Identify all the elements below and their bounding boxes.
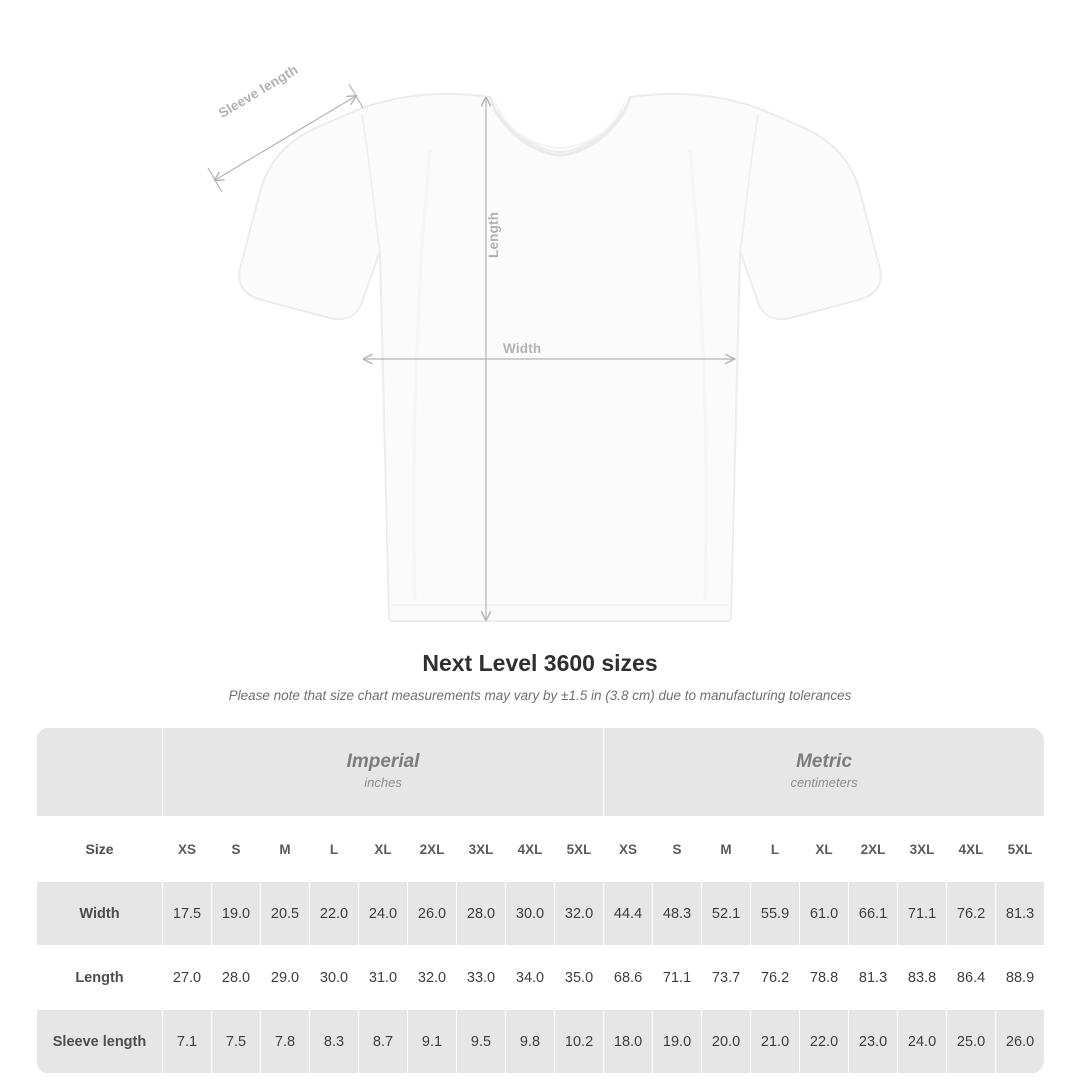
table-row [37, 946, 1045, 1010]
cell-width-imperial-2xl: 26.0 [408, 882, 457, 946]
column-header-imperial-4xl: 4XL [506, 817, 555, 882]
unit-imperial-name: Imperial [346, 750, 420, 772]
size-chart-table-wrapper [36, 727, 1044, 1074]
page-title: Next Level 3600 sizes [422, 650, 658, 676]
column-header-imperial-s: S [212, 817, 261, 882]
cell-width-metric-5xl: 81.3 [996, 882, 1044, 946]
cell-sleeve-metric-xl: 22.0 [800, 1010, 849, 1074]
cell-width-metric-m: 52.1 [702, 882, 751, 946]
column-header-metric-4xl: 4XL [947, 817, 996, 882]
cell-width-imperial-xs: 17.5 [163, 882, 212, 946]
cell-sleeve-imperial-2xl: 9.1 [408, 1010, 457, 1074]
column-header-imperial-xs: XS [163, 817, 212, 882]
tshirt-shape [239, 94, 881, 621]
column-header-imperial-5xl: 5XL [555, 817, 604, 882]
cell-sleeve-metric-xs: 18.0 [604, 1010, 653, 1074]
unit-metric-sub: centimeters [790, 775, 858, 791]
cell-length-metric-xl: 78.8 [800, 946, 849, 1010]
cell-sleeve-metric-m: 20.0 [702, 1010, 751, 1074]
cell-width-metric-s: 48.3 [653, 882, 702, 946]
cell-sleeve-imperial-l: 8.3 [310, 1010, 359, 1074]
column-header-imperial-l: L [310, 817, 359, 882]
column-header-metric-s: S [653, 817, 702, 882]
row-label-length: Length [37, 946, 163, 1010]
cell-sleeve-metric-s: 19.0 [653, 1010, 702, 1074]
cell-sleeve-imperial-5xl: 10.2 [555, 1010, 604, 1074]
cell-length-imperial-s: 28.0 [212, 946, 261, 1010]
cell-sleeve-metric-l: 21.0 [751, 1010, 800, 1074]
title-block [0, 650, 1080, 703]
length-label: Length [486, 211, 501, 258]
cell-length-metric-m: 73.7 [702, 946, 751, 1010]
cell-width-metric-l: 55.9 [751, 882, 800, 946]
width-label: Width [503, 341, 542, 356]
cell-length-imperial-3xl: 33.0 [457, 946, 506, 1010]
cell-length-metric-5xl: 88.9 [996, 946, 1044, 1010]
cell-sleeve-imperial-xs: 7.1 [163, 1010, 212, 1074]
cell-length-imperial-xs: 27.0 [163, 946, 212, 1010]
cell-length-imperial-5xl: 35.0 [555, 946, 604, 1010]
column-header-metric-xl: XL [800, 817, 849, 882]
cell-sleeve-metric-4xl: 25.0 [947, 1010, 996, 1074]
unit-header-spacer [37, 728, 163, 817]
column-header-imperial-m: M [261, 817, 310, 882]
row-label-width: Width [37, 882, 163, 946]
cell-sleeve-imperial-m: 7.8 [261, 1010, 310, 1074]
cell-width-imperial-5xl: 32.0 [555, 882, 604, 946]
cell-length-imperial-4xl: 34.0 [506, 946, 555, 1010]
cell-length-imperial-xl: 31.0 [359, 946, 408, 1010]
cell-length-imperial-2xl: 32.0 [408, 946, 457, 1010]
column-header-metric-5xl: 5XL [996, 817, 1044, 882]
table-row [37, 1010, 1045, 1074]
column-header-metric-xs: XS [604, 817, 653, 882]
cell-width-imperial-4xl: 30.0 [506, 882, 555, 946]
column-header-metric-3xl: 3XL [898, 817, 947, 882]
column-header-metric-m: M [702, 817, 751, 882]
unit-header-imperial [163, 728, 604, 817]
cell-width-imperial-xl: 24.0 [359, 882, 408, 946]
cell-width-metric-xs: 44.4 [604, 882, 653, 946]
cell-sleeve-imperial-s: 7.5 [212, 1010, 261, 1074]
cell-width-metric-3xl: 71.1 [898, 882, 947, 946]
column-header-imperial-xl: XL [359, 817, 408, 882]
table-row [37, 882, 1045, 946]
cell-sleeve-imperial-4xl: 9.8 [506, 1010, 555, 1074]
cell-width-imperial-s: 19.0 [212, 882, 261, 946]
cell-width-imperial-m: 20.5 [261, 882, 310, 946]
unit-header-metric [604, 728, 1044, 817]
sleeve-length-label: Sleeve length [216, 61, 301, 121]
cell-width-metric-4xl: 76.2 [947, 882, 996, 946]
unit-header-row [37, 728, 1045, 817]
cell-length-metric-l: 76.2 [751, 946, 800, 1010]
cell-length-imperial-m: 29.0 [261, 946, 310, 1010]
cell-sleeve-imperial-3xl: 9.5 [457, 1010, 506, 1074]
row-label-sleeve-length: Sleeve length [37, 1010, 163, 1074]
unit-imperial-sub: inches [364, 775, 402, 791]
column-header-imperial-3xl: 3XL [457, 817, 506, 882]
cell-sleeve-metric-3xl: 24.0 [898, 1010, 947, 1074]
cell-width-metric-xl: 61.0 [800, 882, 849, 946]
cell-length-metric-3xl: 83.8 [898, 946, 947, 1010]
column-header-size: Size [37, 817, 163, 882]
cell-width-imperial-l: 22.0 [310, 882, 359, 946]
column-header-metric-l: L [751, 817, 800, 882]
column-header-metric-2xl: 2XL [849, 817, 898, 882]
size-chart-table [36, 727, 1044, 1074]
cell-sleeve-metric-5xl: 26.0 [996, 1010, 1044, 1074]
cell-sleeve-metric-2xl: 23.0 [849, 1010, 898, 1074]
column-header-imperial-2xl: 2XL [408, 817, 457, 882]
cell-length-metric-xs: 68.6 [604, 946, 653, 1010]
cell-width-imperial-3xl: 28.0 [457, 882, 506, 946]
cell-sleeve-imperial-xl: 8.7 [359, 1010, 408, 1074]
size-header-row [37, 817, 1045, 882]
cell-length-metric-s: 71.1 [653, 946, 702, 1010]
cell-length-metric-4xl: 86.4 [947, 946, 996, 1010]
unit-metric-name: Metric [796, 750, 853, 772]
cell-length-metric-2xl: 81.3 [849, 946, 898, 1010]
measurement-note: Please note that size chart measurements may vary by ±1.5 in (3.8 cm) due to manufacturing tolerances [228, 688, 852, 703]
cell-length-imperial-l: 30.0 [310, 946, 359, 1010]
cell-width-metric-2xl: 66.1 [849, 882, 898, 946]
